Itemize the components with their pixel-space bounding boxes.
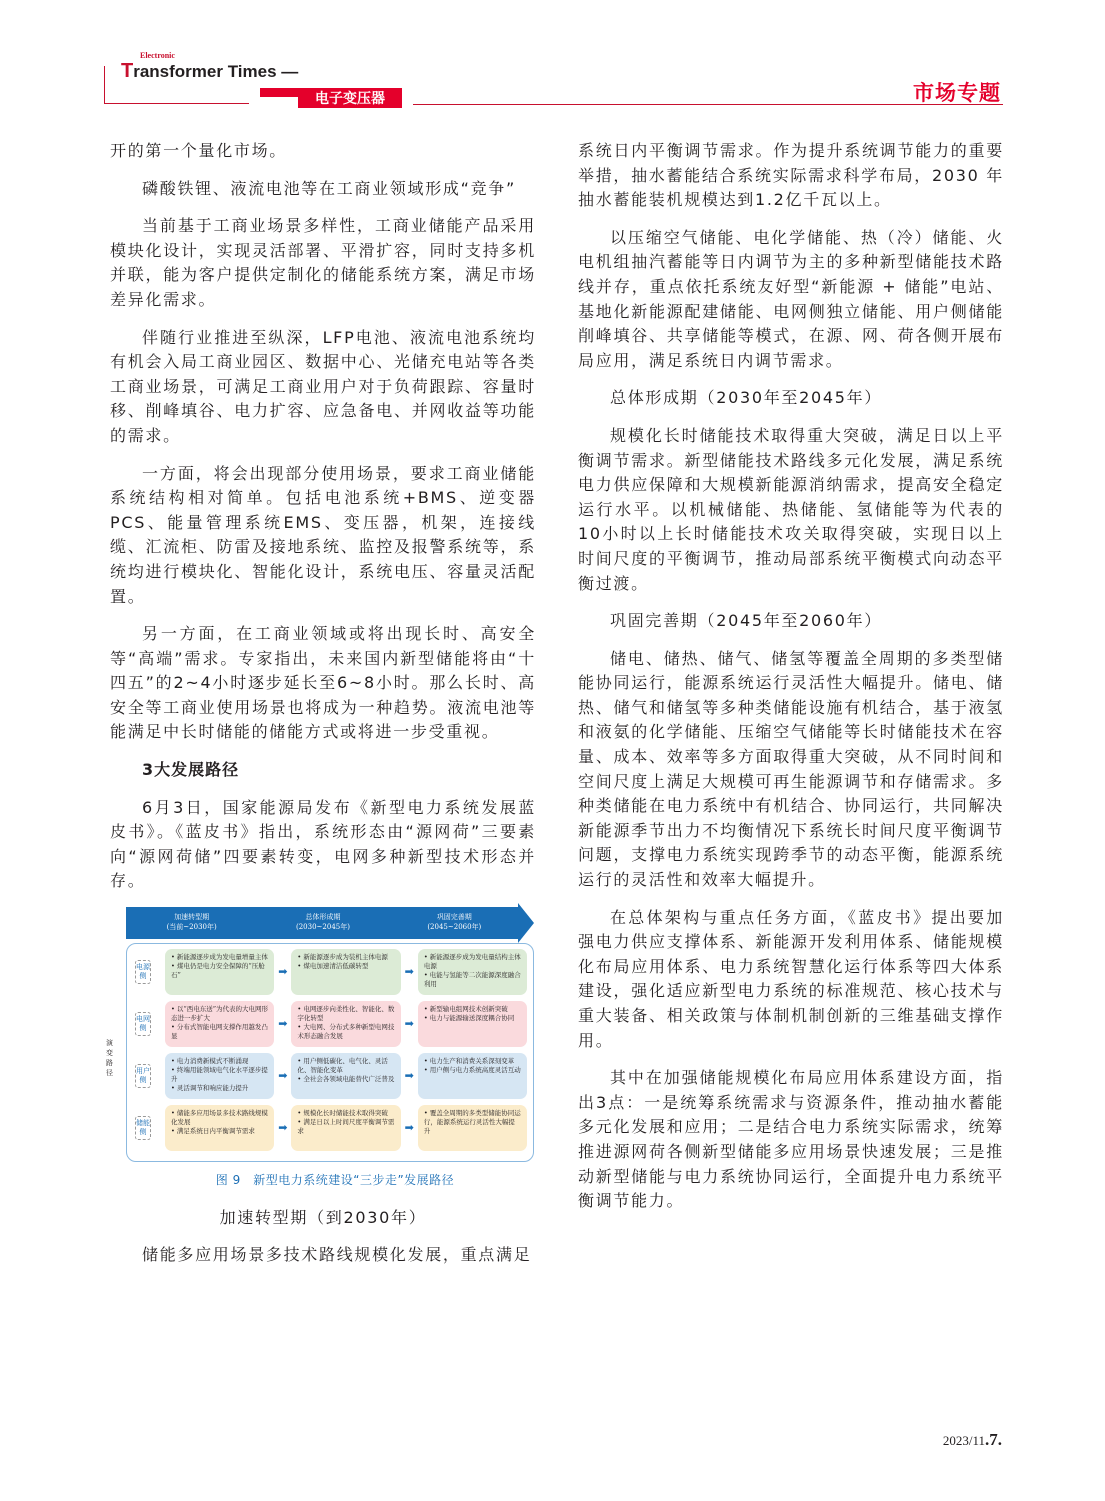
- figure-row: [136, 1105, 527, 1151]
- vertical-label: 演变路径: [106, 1039, 113, 1078]
- phase-arrow: [126, 907, 520, 939]
- phase-2: 总体形成期 (2030~2045年): [296, 913, 350, 932]
- bullet-item: • 新能源逐步成为发电量结构主体电源: [424, 953, 521, 971]
- header-red-bar: [260, 88, 298, 97]
- paragraph: 伴随行业推进至纵深，LFP电池、液流电池系统均有机会入局工商业园区、数据中心、光储充电站等各类工商业场景，可满足工商业用户对于负荷跟踪、容量时移、削峰填谷、电力扩容、应急备电、并网收益等功能的需求。: [110, 327, 536, 445]
- arrow-right-icon: ➡: [404, 1016, 414, 1030]
- brand-small: Electronic: [140, 51, 175, 60]
- figure-roadmap: [106, 907, 534, 1162]
- bullet-item: • 电力与能源输送深度耦合协同: [424, 1014, 521, 1023]
- arrow-right-icon: ➡: [404, 1120, 414, 1134]
- paragraph: 储电、储热、储气、储氢等覆盖全周期的多类型储能协同运行，能源系统运行灵活性大幅提升。储电、储热、储气和储氢等多种类储能设施有机结合，基于液氢和液氨的化学储能、压缩空气储能等长时储能技术在容量、成本、效率等多方面取得重大突破，从不同时间和空间尺度上满足大规模可再生能源调节和存储需求。多种类储能在电力系统中有机结合、协同运行，共同解决新能源季节出力不均衡情况下系统长时间尺度平衡调节问题，支撑电力系统实现跨季节的动态平衡，能源系统运行的灵活性和效率大幅提升。: [578, 648, 1004, 890]
- figure-cell: [291, 949, 400, 995]
- bullet-item: • 电能与氢能等二次能源深度融合利用: [424, 971, 521, 989]
- figure-cell: [418, 949, 527, 995]
- bullet-item: • 满足日以上时间尺度平衡调节需求: [297, 1118, 394, 1136]
- section-title: 市场专题: [913, 81, 1001, 105]
- brand-cn: 电子变压器: [298, 88, 402, 108]
- arrow-right-icon: ➡: [278, 1016, 288, 1030]
- bullet-item: • 电网逐步向柔性化、智能化、数字化转型: [297, 1005, 394, 1023]
- subheading: 总体形成期（2030年至2045年）: [610, 388, 883, 408]
- subheading: 巩固完善期（2045年至2060年）: [610, 611, 883, 631]
- bullet-item: • 电力生产和消费关系深刻变革: [424, 1057, 521, 1066]
- bullet-item: • 新能源逐步成为装机主体电源: [297, 953, 394, 962]
- bullet-item: • 煤电加速清洁低碳转型: [297, 962, 394, 971]
- bullet-item: • 满足系统日内平衡调节需求: [171, 1127, 268, 1136]
- figure-cell: [418, 1105, 527, 1151]
- brand-logo: Transformer Times —: [121, 60, 299, 82]
- bullet-item: • 用户侧与电力系统高度灵活互动: [424, 1066, 521, 1075]
- paragraph: 系统日内平衡调节需求。作为提升系统调节能力的重要举措，抽水蓄能结合系统实际需求科学布局，2030 年抽水蓄能装机规模达到1.2亿千瓦以上。: [578, 141, 1005, 210]
- paragraph: 另一方面，在工商业领域或将出现长时、高安全等“高端”需求。专家指出，未来国内新型储能将由“十四五”的2~4小时逐步延长至6~8小时。那么长时、高安全等工商业使用场景也将成为一种趋势。液流电池等能满足中长时储能的储能方式或将进一步受重视。: [110, 624, 536, 742]
- right-column: [578, 139, 1004, 1227]
- row-label: 电源侧: [135, 960, 151, 984]
- bullet-item: • 储能多应用场景多技术路线规模化发展: [171, 1109, 268, 1127]
- figure-row: [136, 1053, 527, 1099]
- figure-row: [136, 949, 527, 995]
- figure-cell: [291, 1001, 400, 1047]
- figure-cell: [165, 1001, 274, 1047]
- phase-1: 加速转型期 (当前~2030年): [166, 913, 217, 932]
- bullet-item: • 新能源逐步成为发电量增量主体: [171, 953, 268, 962]
- page-footer: 2023/11.7.: [942, 1430, 1002, 1449]
- bullet-item: • 新型输电组网技术创新突破: [424, 1005, 521, 1014]
- bullet-item: • 煤电仍是电力安全保障的“压舱石”: [171, 962, 268, 980]
- figure-caption: 图 9 新型电力系统建设“三步走”发展路径: [215, 1173, 455, 1188]
- left-column: [106, 139, 536, 1281]
- arrow-right-icon: ➡: [278, 964, 288, 978]
- paragraph: 其中在加强储能规模化布局应用体系建设方面，指出3点：一是统筹系统需求与资源条件，推动抽水蓄能多元化发展和应用；二是结合电力系统实际需求，统筹推进源网荷各侧新型储能多应用场景快速发展；三是推动新型储能与电力系统协同运行，全面提升电力系统平衡调节能力。: [578, 1068, 1004, 1211]
- arrow-right-icon: ➡: [278, 1120, 288, 1134]
- row-label: 用户侧: [135, 1064, 151, 1088]
- paragraph: 储能多应用场景多技术路线规模化发展，重点满足: [142, 1245, 532, 1265]
- bullet-item: • 覆盖全周期的多类型储能协同运行，能源系统运行灵活性大幅提升: [424, 1109, 521, 1136]
- paragraph: 规模化长时储能技术取得重大突破，满足日以上平衡调节需求。新型储能技术路线多元化发展，满足系统电力供应保障和大规模新能源消纳需求，提高安全稳定运行水平。以机械储能、热储能、氢储能等为代表的 10小时以上长时储能技术攻关取得突破，实现日以上时间尺度的平衡调节，推动局部系统平衡模式向动态平衡过渡。: [578, 425, 1004, 593]
- paragraph: 开的第一个量化市场。: [110, 141, 288, 160]
- paragraph: 磷酸铁锂、液流电池等在工商业领域形成“竞争”: [142, 178, 516, 198]
- figure-cell: [165, 949, 274, 995]
- bullet-item: • 分布式智能电网支撑作用越发凸显: [171, 1023, 268, 1041]
- paragraph: 在总体架构与重点任务方面，《蓝皮书》提出要加强电力供应支撑体系、新能源开发利用体系、储能规模化布局应用体系、电力系统智慧化运行体系等四大体系建设，强化适应新型电力系统的标准规范、核心技术与重大装备、相关政策与体制机制创新的三维基础支撑作用。: [578, 907, 1004, 1050]
- arrow-right-icon: ➡: [404, 1068, 414, 1082]
- figure-row: [136, 1001, 527, 1047]
- bullet-item: • 电力消费新模式不断涌现: [171, 1057, 268, 1066]
- paragraph: 以压缩空气储能、电化学储能、热（冷）储能、火电机组抽汽蓄能等日内调节为主的多种新型储能技术路线并存，重点依托系统友好型“新能源 + 储能”电站、基地化新能源配建储能、电网侧独立储能、用户侧储能削峰填谷、共享储能等模式，在源、网、荷各侧开展布局应用，满足系统日内调节需求。: [578, 227, 1004, 370]
- phase-3: 巩固完善期 (2045~2060年): [427, 913, 482, 932]
- bullet-item: • 大电网、分布式多种新型电网技术形态融合发展: [297, 1023, 394, 1041]
- figure-cell: [291, 1105, 400, 1151]
- paragraph: 6月3日，国家能源局发布《新型电力系统发展蓝皮书》。《蓝皮书》指出，系统形态由“源网荷”三要素向“源网荷储”四要素转变，电网多种新型技术形态并存。: [110, 797, 536, 891]
- paragraph: 一方面，将会出现部分使用场景，要求工商业储能系统结构相对简单。包括电池系统+BMS、逆变器PCS、能量管理系统EMS、变压器，机架，连接线缆、汇流柜、防雷及接地系统、监控及报警系统等，系统均进行模块化、智能化设计，系统电压、容量灵活配置。: [110, 463, 536, 606]
- bullet-item: • 用户侧低碳化、电气化、灵活化、智能化变革: [297, 1057, 394, 1075]
- bullet-item: • 灵活调节和响应能力提升: [171, 1084, 268, 1093]
- row-label: 电网侧: [135, 1012, 151, 1036]
- bullet-item: • 规模化长时储能技术取得突破: [297, 1109, 394, 1118]
- figure-cell: [165, 1053, 274, 1099]
- paragraph: 当前基于工商业场景多样性，工商业储能产品采用模块化设计，实现灵活部署、平滑扩容，同时支持多机并联，能为客户提供定制化的储能系统方案，满足市场差异化需求。: [110, 216, 536, 309]
- subheading: 3大发展路径: [142, 760, 240, 780]
- bullet-item: • 以“西电东送”为代表的大电网形态进一步扩大: [171, 1005, 268, 1023]
- bullet-item: • 终端用能领域电气化水平逐步提升: [171, 1066, 268, 1084]
- row-label: 储能侧: [135, 1116, 151, 1140]
- figure-cell: [418, 1053, 527, 1099]
- arrow-right-icon: ➡: [404, 964, 414, 978]
- subheading: 加速转型期（到2030年）: [219, 1207, 427, 1227]
- figure-cell: [418, 1001, 527, 1047]
- figure-cell: [291, 1053, 400, 1099]
- figure-cell: [165, 1105, 274, 1151]
- arrow-right-icon: ➡: [278, 1068, 288, 1082]
- figure-body: [106, 943, 534, 1162]
- bullet-item: • 全社会各领域电能替代广泛普及: [297, 1075, 394, 1084]
